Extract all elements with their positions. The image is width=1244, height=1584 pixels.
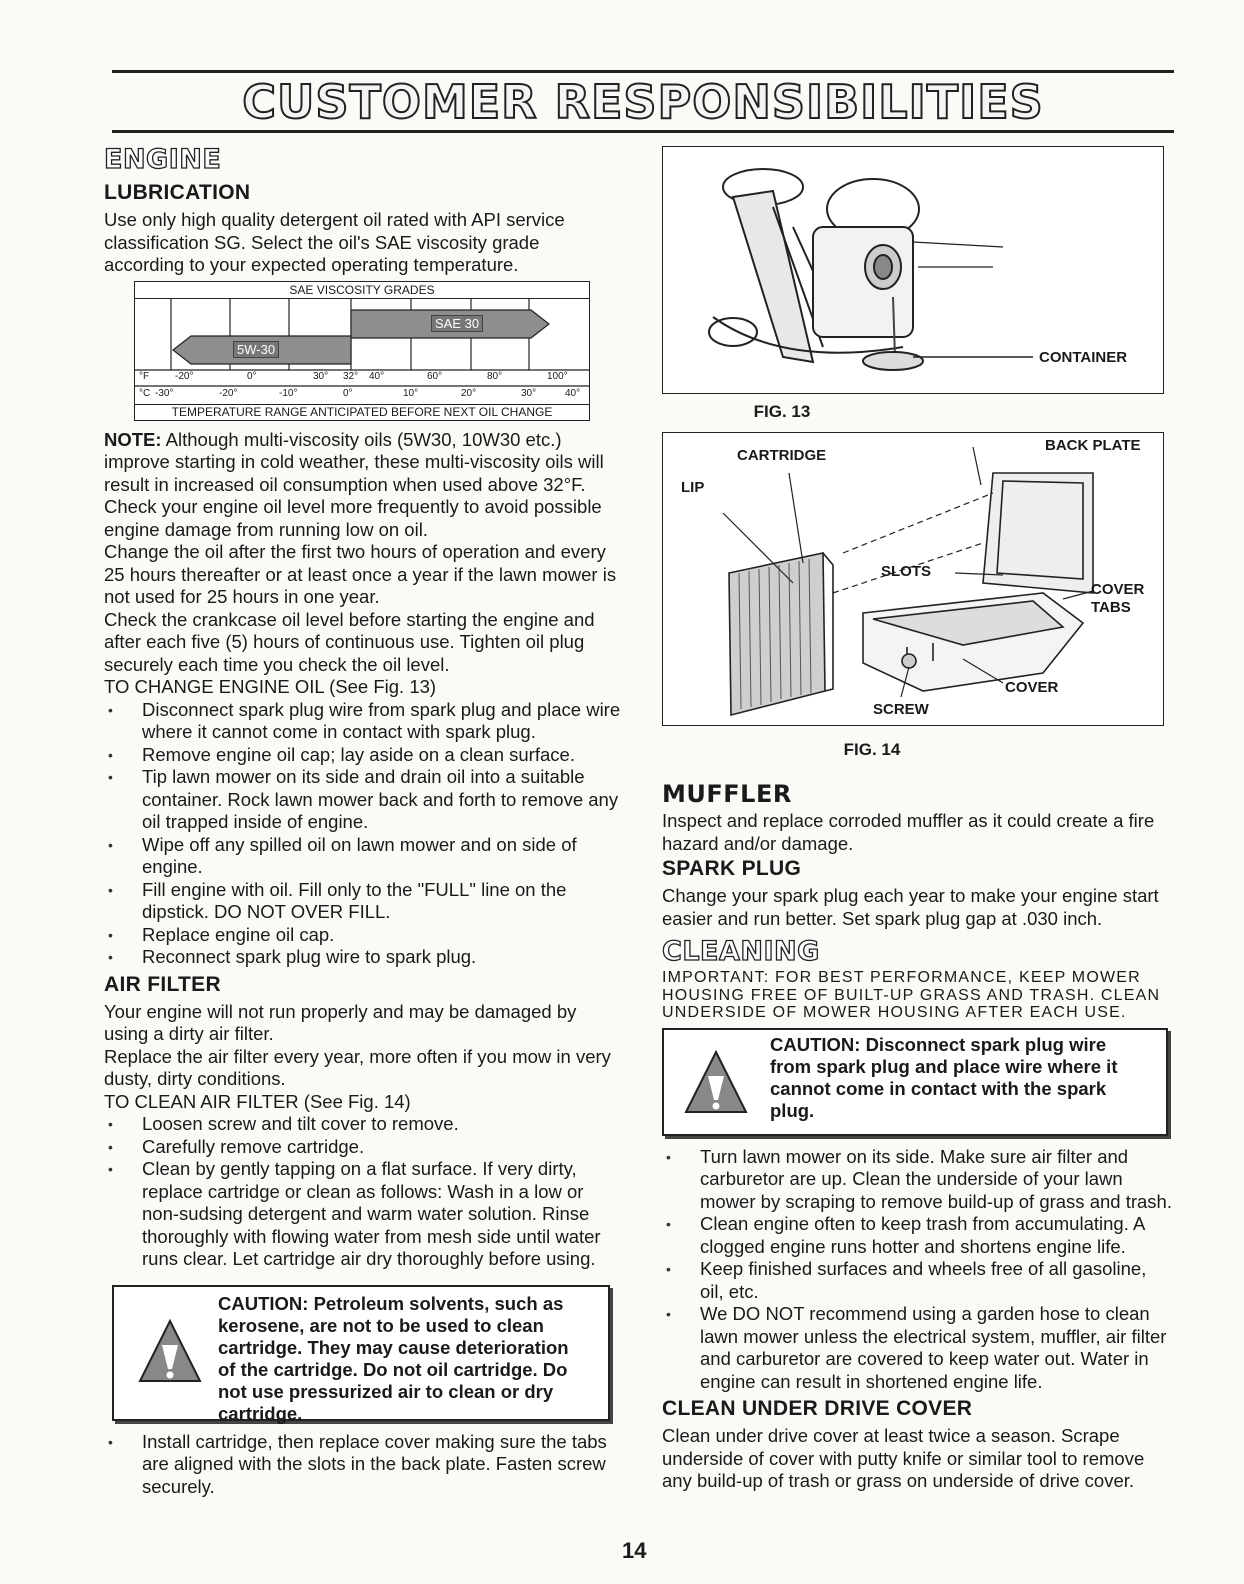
c-tick: 30° [521,387,537,399]
drive-cover-text: Clean under drive cover at least twice a season. Scrape underside of cover with putty knife or similar tool to remove any build-up of trash or grass on underside of drive cover. [662,1425,1145,1491]
cleaning-important: IMPORTANT: FOR BEST PERFORMANCE, KEEP MOWER HOUSING FREE OF BUILT-UP GRASS AND TRASH. CLEAN UNDERSIDE OF MOWER HOUSING AFTER EACH USE. [662,969,1161,1021]
container-label: CONTAINER [1039,349,1128,366]
slots-label: SLOTS [881,563,932,580]
list-item: • Keep finished surfaces and wheels free of all gasoline, oil, etc. [662,1258,1172,1303]
left-column [104,140,624,1498]
celsius-row [137,388,587,402]
list-item: • Clean by gently tapping on a flat surface. If very dirty, replace cartridge or clean as follows: Wash in a low or non-sudsing detergent and warm water solution. Rinse thoroughly with flowing water from mesh side until water runs clear. Let cartridge air dry thoroughly before using. [104,1158,624,1271]
page-title: CUSTOMER RESPONSIBILITIES [242,75,1044,129]
oil-change-interval: Change the oil after the first two hours of operation and every 25 hours thereafter or at least once a year if the lawn mower is not used for 25 hours in one year. [104,541,617,607]
list-item: • Fill engine with oil. Fill only to the "FULL" line on the dipstick. DO NOT OVER FILL. [104,879,624,924]
screw-label: SCREW [873,701,929,718]
page-number: 14 [622,1538,647,1563]
right-column [662,146,1172,1493]
f-tick: 0° [247,370,257,382]
cover-tabs-label-1: COVER [1091,581,1145,598]
muffler-text: Inspect and replace corroded muffler as it could create a fire hazard and/or damage. [662,810,1155,854]
air-filter-caution-text: CAUTION: Petroleum solvents, such as kerosene, are not to be used to clean cartridge. They may cause deterioration of the cartridge. Do not oil cartridge. Do not use pressurized air to clean or dry cartridge. [218,1292,569,1424]
cleaning-caution [662,1028,1168,1136]
sae30-label: SAE 30 [431,315,483,332]
list-item: • Loosen screw and tilt cover to remove. [104,1113,624,1136]
celsius-unit: °C [139,387,151,399]
fig13-figure [662,146,1164,394]
cleaning-caution-text: CAUTION: Disconnect spark plug wire from spark plug and place wire where it cannot come in contact with the spark plug. [770,1033,1118,1121]
oil-check: Check the crankcase oil level before starting the engine and after each five (5) hours of continuous use. Tighten oil plug securely each time you check the oil level. [104,608,595,675]
engine-heading: ENGINE [104,144,222,175]
lubrication-intro: Use only high quality detergent oil rated with API service classification SG. Select the oil's SAE viscosity grade according to your expected operating temperature. [104,209,565,275]
f-tick: 80° [487,370,503,382]
install-step [104,1431,624,1499]
spark-plug-text: Change your spark plug each year to make your engine start easier and run better. Set spark plug gap at .030 inch. [662,885,1159,929]
viscosity-chart-title: SAE VISCOSITY GRADES [135,282,589,299]
c-tick: 10° [403,387,419,399]
c-tick: 40° [565,387,581,399]
f-tick: 60° [427,370,443,382]
fig14-caption: FIG. 14 [843,740,901,759]
c-tick: -30° [155,387,174,399]
spark-plug-heading: SPARK PLUG [662,857,802,880]
title-underline [112,130,1174,133]
list-item: • Tip lawn mower on its side and drain oil into a suitable container. Rock lawn mower back and forth to remove any oil trapped inside of engine. [104,766,624,834]
viscosity-chart-footer: TEMPERATURE RANGE ANTICIPATED BEFORE NEXT OIL CHANGE [135,404,589,420]
cover-tabs-label-2: TABS [1091,599,1131,616]
list-item: • Replace engine oil cap. [104,924,624,947]
cleaning-heading: CLEANING [662,936,820,967]
lubrication-heading: LUBRICATION [104,181,251,204]
list-item: • Disconnect spark plug wire from spark plug and place wire where it cannot come in contact with spark plug. [104,699,624,744]
clean-filter-title: TO CLEAN AIR FILTER (See Fig. 14) [104,1090,411,1112]
c-tick: 0° [343,387,353,399]
list-item: • Install cartridge, then replace cover making sure the tabs are aligned with the slots in the back plate. Fasten screw securely. [104,1431,624,1499]
clean-filter-steps [104,1113,624,1271]
air-filter-para2: Replace the air filter every year, more often if you mow in very dusty, dirty conditions. [104,1045,611,1089]
f-tick: 30° [313,370,329,382]
list-item: • Carefully remove cartridge. [104,1136,624,1159]
air-filter-para1: Your engine will not run properly and may be damaged by using a dirty air filter. [104,1000,577,1044]
list-item: • Reconnect spark plug wire to spark plug. [104,946,624,969]
f-tick: 100° [547,370,568,382]
air-filter-caution [112,1285,610,1424]
air-filter-heading: AIR FILTER [104,972,221,996]
oil-note [104,429,624,542]
cartridge-label: CARTRIDGE [737,447,827,464]
change-oil-title: TO CHANGE ENGINE OIL (See Fig. 13) [104,676,437,697]
viscosity-chart [134,281,590,421]
c-tick: -20° [219,387,238,399]
fig14-figure [662,432,1164,726]
f-tick: 32° [343,370,359,382]
muffler-heading: MUFFLER [662,780,792,808]
fahrenheit-row [137,371,587,385]
fahrenheit-unit: °F [139,370,150,382]
back-plate-label: BACK PLATE [1045,437,1141,454]
list-item: • Turn lawn mower on its side. Make sure air filter and carburetor are up. Clean the underside of your lawn mower by scraping to remove build-up of grass and trash. [662,1146,1172,1214]
note-text: Although multi-viscosity oils (5W30, 10W30 etc.) improve starting in cold weather, these multi-viscosity oils will result in increased oil consumption when used above 32°F. Check your engine oil level more frequently to avoid possible engine damage from running low on oil. [104,428,604,540]
list-item: • We DO NOT recommend using a garden hose to clean lawn mower unless the electrical system, muffler, air filter and carburetor are covered to keep water out. Water in engine can result in shortened engine life. [662,1303,1172,1393]
fig13-caption: FIG. 13 [753,402,811,421]
f-tick: -20° [175,370,194,382]
c-tick: 20° [461,387,477,399]
warning-icon [682,1048,750,1116]
f-tick: 40° [369,370,385,382]
note-label: NOTE: [104,428,162,450]
top-rule [112,70,1174,73]
warning-icon [136,1317,204,1385]
change-oil-steps [104,699,624,969]
cleaning-steps [662,1146,1172,1394]
cover-label: COVER [1005,679,1059,696]
c-tick: -10° [279,387,298,399]
list-item: • Wipe off any spilled oil on lawn mower and on side of engine. [104,834,624,879]
drive-cover-heading: CLEAN UNDER DRIVE COVER [662,1397,973,1420]
lip-label: LIP [681,479,705,496]
5w30-label: 5W-30 [233,341,279,358]
list-item: • Remove engine oil cap; lay aside on a clean surface. [104,744,624,767]
list-item: • Clean engine often to keep trash from accumulating. A clogged engine runs hotter and shortens engine life. [662,1213,1172,1258]
